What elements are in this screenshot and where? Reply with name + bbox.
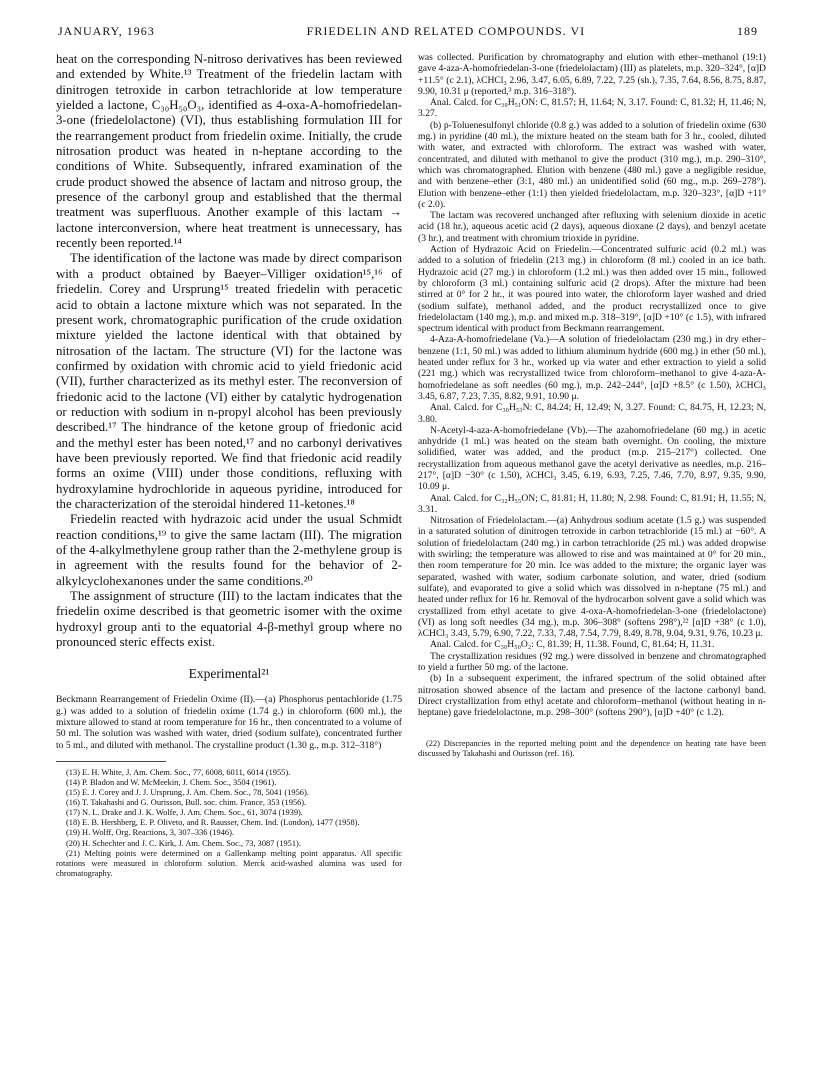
section-heading: Experimental²¹ (188, 666, 270, 682)
footnote: (15) E. J. Corey and J. J. Ursprung, J. Am. Chem. Soc., 78, 5041 (1956). (66, 788, 309, 798)
footnote: (22) Discrepancies in the reported melting point and the dependence on heating rate have been discussed by Takahashi and Ourisson (ref. 16). (418, 738, 766, 758)
paragraph: Anal. Calcd. for C₃₀H₅₀O₂: C, 81.39; H, 11.38. Found, C, 81.64; H, 11.31. (430, 639, 715, 651)
footnote: (21) Melting points were determined on a Gallenkamp melting point apparatus. All specific rotations were measured in chloroform solution. Merck acid-washed alumina was used for chromatography. (56, 848, 402, 878)
paragraph: Beckmann Rearrangement of Friedelin Oxime (II).—(a) Phosphorus pentachloride (1.75 g.) was added to a solution of friedelin oxime (1.74 g.) in chloroform (600 ml.), the mixture allowed to stand at room temperature for 16 hr., then concentrated to a volume of 50 ml. The solution was washed with water, dried (sodium sulfate), concentrated further to 5 ml., and diluted with methanol. The crystalline product (1.30 g., m.p. 312–318°) (56, 694, 402, 751)
right-column (418, 52, 766, 1064)
paragraph: 4-Aza-A-homofriedelane (Va.)—A solution of friedelolactam (230 mg.) in dry ether–benzene (1:1, 50 ml.) was added to lithium aluminum hydride (600 mg.) in ether (50 ml.), heated under reflux for 3 hr., worked up via water and ether extraction to yield a solid (221 mg.) which was recrystallized twice from chloroform–methanol to give 4-aza-A-homofriedelane as soft needles (60 mg.), m.p. 242–244°, [α]D +8.5° (c 1.50), λCHCl₃ 3.45, 6.87, 7.23, 7.35, 8.82, 9.91, 10.90 μ. (418, 334, 766, 402)
paragraph: N-Acetyl-4-aza-A-homofriedelane (Vb).—The azahomofriedelane (60 mg.) in acetic anhydride (1 ml.) was heated on the steam bath overnight. On cooling, the mixture solidified, water was added, and the product (m.p. 215–217°) collected. One recrystallization from aqueous methanol gave the acetyl derivative as needles, m.p. 216–217°, [α]D −30° (c 1.50), λCHCl₃ 3.45, 6.19, 6.93, 7.25, 7.46, 7.70, 8.97, 9.35, 9.90, 10.09 μ. (418, 424, 766, 493)
paragraph: The lactam was recovered unchanged after refluxing with selenium dioxide in acetic acid (18 hr.), aqueous acetic acid (2 days), aqueous dioxane (2 days), and benzyl acetate (3 hr.), and treatment with chromium trioxide in pyridine. (418, 210, 766, 244)
footnote: (13) E. H. White, J. Am. Chem. Soc., 77, 6008, 6011, 6014 (1955). (66, 767, 291, 777)
footnotes (418, 739, 766, 759)
paragraph: Anal. Calcd. for C₃₂H₅₅ON; C, 81.81; H, 11.80; N, 2.98. Found: C, 81.91; H, 11.55; N, 3.31. (418, 492, 766, 515)
paragraph: The identification of the lactone was made by direct comparison with a product obtained by Baeyer–Villiger oxidation¹⁵,¹⁶ of friedelin. Corey and Ursprung¹⁵ treated friedelin with peracetic acid to obtain a lactone mixture which was not separated. In the present work, chromatographic purification of the crude oxidation mixture yielded the lactone identical with that obtained by nitrosation of the lactam. The structure (VI) for the lactone was confirmed by oxidation with chromic acid to yield friedonic acid (VII), further characterized as its methyl ester. The reconversion of friedonic acid to the lactone (VI) either by catalytic hydrogenation or reduction with sodium in n-propyl alcohol has been previously described.¹⁷ The hindrance of the ketone group of friedonic acid and the methyl ester has been noted,¹⁷ and no carbonyl derivatives have been previously reported. We find that friedonic acid readily forms an oxime (VIII) under those conditions, refluxing with hydroxylamine hydrochloride in aqueous pyridine, introduced for the characterization of the steroidal hindered 11-ketones.¹⁸ (56, 251, 402, 511)
paragraph: was collected. Purification by chromatography and elution with ether–methanol (19:1) gave 4-aza-A-homofriedelan-3-one (friedelolactam) (III) as platelets, m.p. 320–324°, [α]D +11.5° (c 2.1), λCHCl₃ 2.96, 3.47, 6.05, 6.89, 7.22, 7.25 (sh.), 7.35, 7.64, 8.56, 8.75, 8.87, 9.90, 10.31 μ (reported,³ m.p. 316–318°). (418, 52, 766, 97)
discussion-text (56, 52, 402, 650)
paragraph: Friedelin reacted with hydrazoic acid under the usual Schmidt reaction conditions,¹⁹ to give the same lactam (III). The migration of the 4-alkylmethylene group rather than the 2-methylene group is in agreement with the results found for the behavior of 2-alkylcyclohexanones under the same conditions.²⁰ (56, 512, 402, 588)
paragraph: Nitrosation of Friedelolactam.—(a) Anhydrous sodium acetate (1.5 g.) was suspended in a saturated solution of dinitrogen tetroxide in carbon tetrachloride (15 ml.) at −60°. A solution of friedelolactam (240 mg.) in carbon tetrachloride (25 ml.) was added dropwise with swirling; the temperature was allowed to rise and was maintained at 0° for 20 min., then room temperature for 20 min. Ice was added to the mixture; the organic layer was separated, washed with water, sodium carbonate solution, and water, dried (sodium sulfate), and evaporated to give a solid which was dissolved in n-heptane (75 ml.) and heated under reflux for 16 hr. Removal of the hydrocarbon solvent gave a solid which was crystallized from ethyl acetate to give 4-oxa-A-homofriedelan-3-one (friedelolactone) (VI) as long soft needles (34 mg.), m.p. 306–308° (softens 298°),²² [α]D +38° (c 1.0), λCHCl₃ 3.43, 5.79, 6.90, 7.22, 7.33, 7.48, 7.54, 7.79, 8.49, 8.78, 9.04, 9.31, 9.76, 10.23 μ. (418, 515, 766, 640)
paragraph: (b) In a subsequent experiment, the infrared spectrum of the solid obtained after nitrosation showed absence of the lactam and presence of the lactone carbonyl band. Direct crystallization from ethyl acetate and chloroform–methanol (without heating in n-heptane) gave friedelolactone, m.p. 298–300° (softens 290°), [α]D +40° (c 1.2). (418, 673, 766, 719)
header-title: FRIEDELIN AND RELATED COMPOUNDS. VI (306, 24, 586, 38)
footnote: (16) T. Takahashi and G. Ourisson, Bull. soc. chim. France, 353 (1956). (66, 798, 307, 808)
header-date: JANUARY, 1963 (58, 24, 155, 38)
paragraph: Anal. Calcd. for C₃₀H₅₁ON: C, 81.57; H, 11.64; N, 3.17. Found: C, 81.32; H, 11.46; N, 3.27. (418, 97, 766, 120)
footnote: (14) P. Bladon and W. McMeekin, J. Chem. Soc., 3504 (1961). (66, 777, 277, 787)
paragraph: The crystallization residues (92 mg.) were dissolved in benzene and chromatographed to yield a further 50 mg. of the lactone. (418, 650, 766, 674)
paragraph: (b) p-Toluenesulfonyl chloride (0.8 g.) was added to a solution of friedelin oxime (630 mg.) in pyridine (40 ml.), the mixture heated on the steam bath for 3 hr., cooled, diluted with water, and extracted with chloroform. The extract was washed with water, concentrated, and diluted with methanol to give the product (310 mg.), m.p. 290–310°, which was chromatographed. Elution with benzene (480 ml.) gave a negligible residue, and with benzene–ether (3:1, 480 ml.) an unidentified solid (60 mg., m.p. 269–278°). Elution with benzene–ether (1:1) then yielded friedelolactam, m.p. 320–323°, [α]D +11° (c 2.0). (418, 119, 766, 210)
footnote: (17) N. L. Drake and J. K. Wolfe, J. Am. Chem. Soc., 61, 3074 (1939). (66, 808, 303, 818)
footnote: (19) H. Wolff, Org. Reactions, 3, 307–336 (1946). (66, 828, 234, 838)
paragraph: heat on the corresponding N-nitroso derivatives has been reviewed and extended by White.¹³ Treatment of the friedelin lactam with dinitrogen tetroxide in carbon tetrachloride at low temperature yielded a lactone, C₃₀H₅₀O₃, identified as 4-oxa-A-homofriedelan-3-one (friedelolactone) (VI), thus establishing formulation III for the rearrangement product from friedelin oxime. Initially, the crude nitrosation product was heated in n-heptane according to the conditions of White. Subsequently, infrared examination of the crude product showed the absence of lactam and nitroso group, the presence of the carbonyl group and established that the thermal treatment was superfluous. Another example of this lactam → lactone interconversion, where heat treatment is unnecessary, has recently been reported.¹⁴ (56, 52, 402, 251)
footnotes (56, 768, 402, 879)
paragraph: Anal. Calcd. for C₃₀H₅₃N: C, 84.24; H, 12.49; N, 3.27. Found: C, 84.75, H, 12.23; N, 3.80. (418, 402, 766, 425)
footnote: (18) E. B. Hershberg, E. P. Oliveto, and R. Rausser, Chem. Ind. (London), 1477 (1958). (66, 818, 360, 828)
experimental-text-continued (418, 52, 766, 719)
running-header (58, 24, 758, 39)
footnote: (20) H. Schechter and J. C. Kirk, J. Am. Chem. Soc., 73, 3087 (1951). (66, 838, 301, 848)
page-number: 189 (737, 24, 758, 38)
paragraph: The assignment of structure (III) to the lactam indicates that the friedelin oxime described is that geometric isomer with the oxime hydroxyl group anti to the equatorial 4-β-methyl group where no pronounced steric effects exist. (56, 589, 402, 650)
footnote-divider (56, 761, 166, 762)
left-column (56, 52, 402, 1064)
experimental-text (56, 694, 402, 750)
paragraph: Action of Hydrazoic Acid on Friedelin.—Concentrated sulfuric acid (0.2 ml.) was added to a solution of friedelin (213 mg.) in chloroform (8 ml.) cooled in an ice bath. Hydrazoic acid (27 mg.) in chloroform (1.2 ml.) was then added over 15 min., followed by chloroform (3 ml.) containing sulfuric acid (2 drops). After the mixture had been stirred at 0° for 2 hr., it was poured into water, the chloroform layer washed and dried (sodium sulfate), methanol added, and the product recrystallized once to give friedelolactam (140 mg.), m.p. and mixed m.p. 318–319°, [α]D +10° (c 1.5), with infrared spectrum identical with product from Beckmann rearrangement. (418, 244, 766, 335)
